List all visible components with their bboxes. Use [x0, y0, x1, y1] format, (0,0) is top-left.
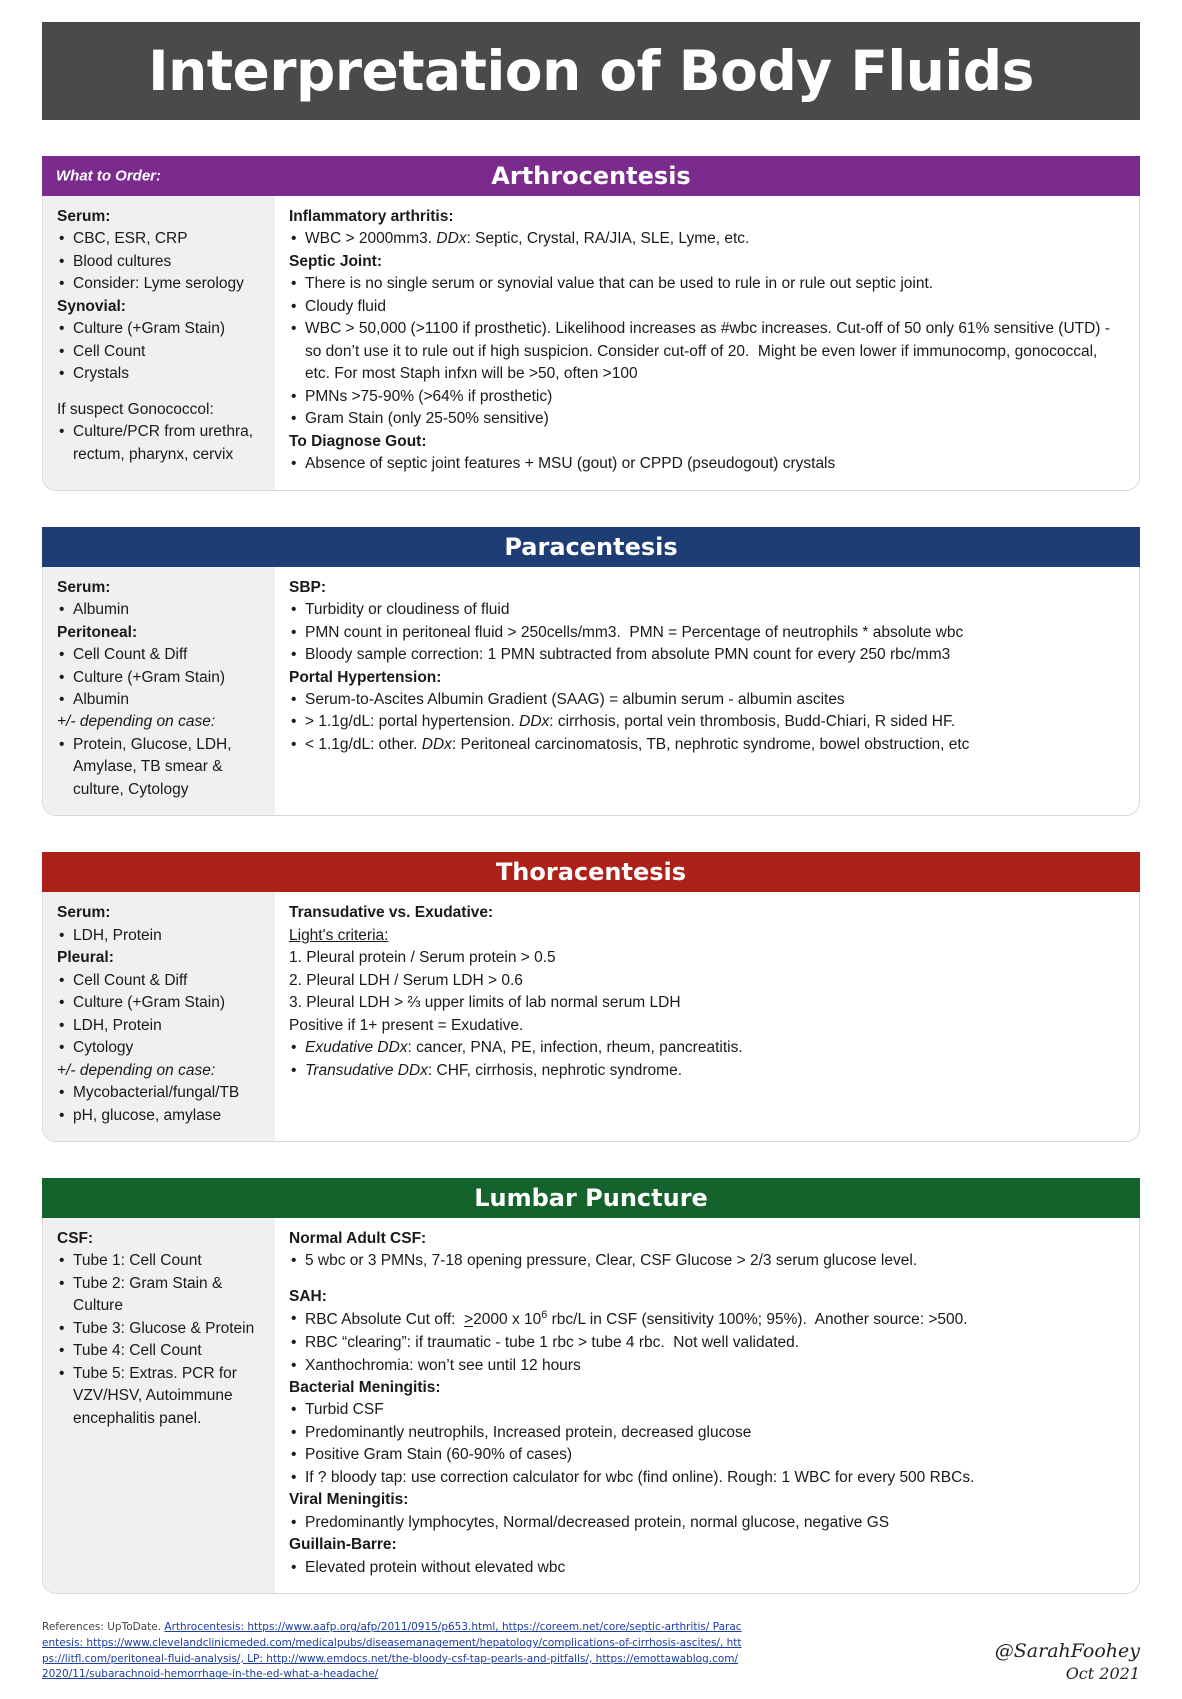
subsection-heading: Septic Joint: [289, 252, 383, 270]
author-signature [995, 1640, 1140, 1683]
interpretation-column [275, 196, 1139, 490]
group-label: +/- depending on case: [57, 713, 216, 731]
bullet-item: • Serum-to-Ascites Albumin Gradient (SAAG) = albumin serum - albumin ascites [289, 689, 1125, 711]
section-lumbar-puncture [42, 1178, 1140, 1594]
what-to-order-label: What to Order: [56, 167, 161, 185]
criteria-label: Light's criteria: [289, 926, 389, 944]
bullet-item: • Tube 4: Cell Count [57, 1340, 263, 1362]
section-body-thoracentesis [42, 892, 1140, 1142]
bullet-item: • Gram Stain (only 25-50% sensitive) [289, 408, 1125, 430]
bullet-item: • LDH, Protein [57, 925, 263, 947]
subsection-heading: To Diagnose Gout: [289, 432, 427, 450]
references-text [42, 1620, 742, 1683]
sections-container [42, 156, 1140, 1594]
interpretation-column [275, 1218, 1139, 1593]
bullet-item: • Turbidity or cloudiness of fluid [289, 599, 1125, 621]
bullet-item: • Transudative DDx: CHF, cirrhosis, nephrotic syndrome. [289, 1060, 1125, 1082]
bullet-item: • Positive Gram Stain (60-90% of cases) [289, 1444, 1125, 1466]
bullet-item: • Cell Count & Diff [57, 644, 263, 666]
criteria-line: 3. Pleural LDH > ⅔ upper limits of lab normal serum LDH [289, 994, 681, 1012]
section-title: Thoracentesis [495, 858, 687, 887]
group-label: Synovial: [57, 297, 126, 315]
group-label: Serum: [57, 208, 111, 225]
criteria-line: Positive if 1+ present = Exudative. [289, 1016, 524, 1034]
bullet-item: • RBC “clearing”: if traumatic - tube 1 rbc > tube 4 rbc. Not well validated. [289, 1332, 1125, 1354]
page-footer [42, 1620, 1140, 1699]
subsection-heading: SAH: [289, 1287, 327, 1305]
bullet-item: • PMNs >75-90% (>64% if prosthetic) [289, 386, 1125, 408]
bullet-item: • Consider: Lyme serology [57, 273, 263, 295]
bullet-item: • Culture (+Gram Stain) [57, 318, 263, 340]
bullet-item: • Culture (+Gram Stain) [57, 667, 263, 689]
bullet-item: • If ? bloody tap: use correction calculator for wbc (find online). Rough: 1 WBC for every 500 RBCs. [289, 1467, 1125, 1489]
bullet-item: • CBC, ESR, CRP [57, 228, 263, 250]
what-to-order-column [43, 892, 275, 1141]
page-title: Interpretation of Body Fluids [148, 39, 1034, 103]
section-header-paracentesis [42, 527, 1140, 567]
subsection-heading: Transudative vs. Exudative: [289, 904, 494, 922]
spacer [289, 1273, 1125, 1286]
section-header-lumbar-puncture [42, 1178, 1140, 1218]
interpretation-column [275, 892, 1139, 1141]
section-thoracentesis [42, 852, 1140, 1142]
criteria-line: 1. Pleural protein / Serum protein > 0.5 [289, 949, 556, 967]
what-to-order-column [43, 1218, 275, 1593]
author-date: Oct 2021 [1065, 1664, 1140, 1684]
bullet-item: • Predominantly lymphocytes, Normal/decreased protein, normal glucose, negative GS [289, 1512, 1125, 1534]
subsection-heading: Bacterial Meningitis: [289, 1378, 441, 1396]
bullet-item: • Crystals [57, 363, 263, 385]
author-handle: @SarahFoohey [994, 1640, 1140, 1663]
section-paracentesis [42, 527, 1140, 817]
bullet-item: • Culture/PCR from urethra, rectum, pharynx, cervix [57, 421, 263, 466]
bullet-item: • Cell Count & Diff [57, 970, 263, 992]
cheatsheet-page [0, 22, 1182, 1699]
subsection-heading: Viral Meningitis: [289, 1491, 409, 1509]
group-label: If suspect Gonococcol: [57, 400, 214, 418]
bullet-item: • pH, glucose, amylase [57, 1105, 263, 1127]
bullet-item: • Cytology [57, 1037, 263, 1059]
interpretation-column [275, 567, 1139, 816]
bullet-item: • Elevated protein without elevated wbc [289, 1557, 1125, 1579]
bullet-item: • Absence of septic joint features + MSU (gout) or CPPD (pseudogout) crystals [289, 453, 1125, 475]
bullet-item: • Albumin [57, 599, 263, 621]
section-header-thoracentesis [42, 852, 1140, 892]
bullet-item: • Tube 1: Cell Count [57, 1250, 263, 1272]
bullet-item: • Bloody sample correction: 1 PMN subtracted from absolute PMN count for every 250 rbc/mm3 [289, 644, 1125, 666]
group-label: Pleural: [57, 949, 114, 967]
bullet-item: • Cloudy fluid [289, 296, 1125, 318]
criteria-line: 2. Pleural LDH / Serum LDH > 0.6 [289, 971, 523, 989]
bullet-item: • Mycobacterial/fungal/TB [57, 1082, 263, 1104]
bullet-item: • Tube 5: Extras. PCR for VZV/HSV, Autoimmune encephalitis panel. [57, 1363, 263, 1430]
references-links[interactable]: Arthrocentesis: https://www.aafp.org/afp/2011/0915/p653.html, https://coreem.net/core/septic-arthritis/ Paracentesis: https://www.clevelandclinicmeded.com/medicalpubs/diseasemanagement/hepatology/complications-of-cirrhosis-ascites/, https://litfl.com/peritoneal-fluid-analysis/, LP: http://www.emdocs.net/the-bloody-csf-tap-pearls-and-pitfalls/, https://emottawablog.com/2020/11/subarachnoid-hemorrhage-in-the-ed-what-a-headache/ [42, 1621, 742, 1681]
bullet-item: • PMN count in peritoneal fluid > 250cells/mm3. PMN = Percentage of neutrophils * absolute wbc [289, 622, 1125, 644]
bullet-item: • Cell Count [57, 341, 263, 363]
bullet-item: • WBC > 50,000 (>1100 if prosthetic). Likelihood increases as #wbc increases. Cut-off of 50 only 61% sensitive (UTD) - so don’t use it to rule out if high suspicion. Consider cut-off of 20. Might be even lower if immunocomp, gonococcal, etc. For most Staph infxn will be >50, often >100 [289, 318, 1125, 385]
bullet-item: • > 1.1g/dL: portal hypertension. DDx: cirrhosis, portal vein thrombosis, Budd-Chiari, R sided HF. [289, 711, 1125, 733]
bullet-item: • Albumin [57, 689, 263, 711]
section-arthrocentesis [42, 156, 1140, 491]
subsection-heading: Inflammatory arthritis: [289, 208, 454, 225]
section-header-arthrocentesis [42, 156, 1140, 196]
bullet-item: • < 1.1g/dL: other. DDx: Peritoneal carcinomatosis, TB, nephrotic syndrome, bowel obstruction, etc [289, 734, 1125, 756]
section-body-arthrocentesis [42, 196, 1140, 491]
group-label: Peritoneal: [57, 623, 138, 641]
group-label: +/- depending on case: [57, 1061, 216, 1079]
section-title: Lumbar Puncture [474, 1184, 708, 1212]
subsection-heading: Guillain-Barre: [289, 1536, 397, 1554]
bullet-item: • Blood cultures [57, 251, 263, 273]
section-body-paracentesis [42, 567, 1140, 817]
bullet-item: • LDH, Protein [57, 1015, 263, 1037]
bullet-item: • Protein, Glucose, LDH, Amylase, TB smear & culture, Cytology [57, 734, 263, 801]
subsection-heading: Portal Hypertension: [289, 668, 442, 686]
bullet-item: • Xanthochromia: won’t see until 12 hours [289, 1355, 1125, 1377]
bullet-item: • Predominantly neutrophils, Increased protein, decreased glucose [289, 1422, 1125, 1444]
bullet-item: • There is no single serum or synovial value that can be used to rule in or rule out septic joint. [289, 273, 1125, 295]
page-title-bar [42, 22, 1140, 120]
section-title: Paracentesis [504, 532, 678, 561]
spacer [57, 386, 263, 399]
what-to-order-column [43, 567, 275, 816]
group-label: CSF: [57, 1230, 94, 1247]
subsection-heading: SBP: [289, 578, 327, 596]
bullet-item: • Turbid CSF [289, 1399, 1125, 1421]
group-label: Serum: [57, 904, 111, 922]
bullet-item: • Culture (+Gram Stain) [57, 992, 263, 1014]
bullet-item: • WBC > 2000mm3. DDx: Septic, Crystal, RA/JIA, SLE, Lyme, etc. [289, 228, 1125, 250]
bullet-item: • Tube 3: Glucose & Protein [57, 1318, 263, 1340]
bullet-item: • 5 wbc or 3 PMNs, 7-18 opening pressure, Clear, CSF Glucose > 2/3 serum glucose level. [289, 1250, 1125, 1272]
bullet-item: • RBC Absolute Cut off: >2000 x $10^6$ rbc/L in CSF (sensitivity 100%; 95%). Another source: >500. [289, 1308, 1125, 1332]
bullet-item: • Tube 2: Gram Stain & Culture [57, 1273, 263, 1318]
group-label: Serum: [57, 578, 111, 596]
bullet-item: • Exudative DDx: cancer, PNA, PE, infection, rheum, pancreatitis. [289, 1037, 1125, 1059]
section-title: Arthrocentesis [491, 162, 691, 190]
subsection-heading: Normal Adult CSF: [289, 1230, 427, 1247]
what-to-order-column [43, 196, 275, 490]
section-body-lumbar-puncture [42, 1218, 1140, 1594]
references-label: References: UpToDate. [42, 1621, 162, 1634]
